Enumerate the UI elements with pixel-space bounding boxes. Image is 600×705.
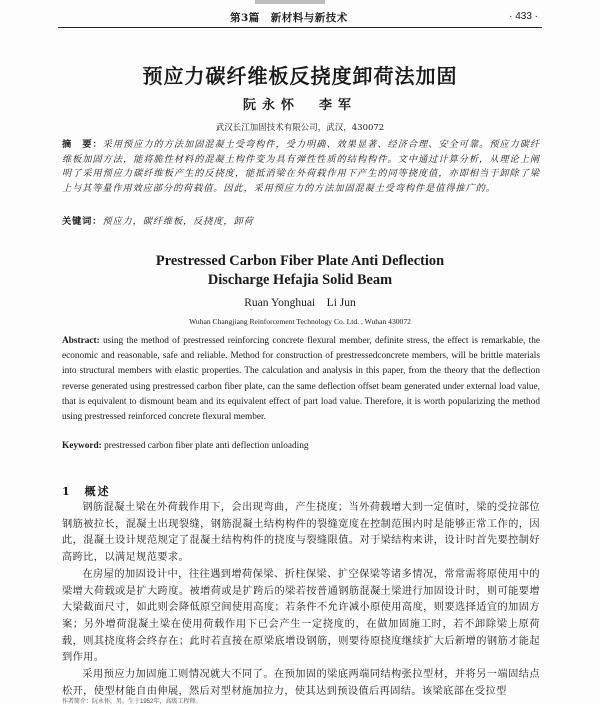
chinese-keywords	[62, 213, 540, 227]
english-title-line-1: Prestressed Carbon Fiber Plate Anti Deflection	[155, 253, 445, 269]
english-authors: Ruan Yonghuai Li Jun	[244, 297, 356, 309]
section-heading: 1 概述	[62, 485, 111, 498]
chinese-affiliation: 武汉长江加固技术有限公司，武汉，430072	[215, 123, 385, 133]
chinese-keywords-text: 预应力，碳纤维板，反挠度，卸荷	[102, 216, 254, 227]
scan-edge-mark	[255, 0, 325, 4]
body-paragraph: 在房屋的加固设计中，往往遇到增荷保梁、折柱保梁、扩空保梁等诸多情况，常常需将原使用中的梁增大荷载或是扩大跨度。被增荷或是扩跨后的梁若按普通钢筋混凝土梁进行加固设计时，则可能要增大梁截面尺寸，如此则会降低原空间使用高度；若条件不允许减小原使用高度，则要选择适宜的加固方案；另外增荷混凝土梁在使用荷载作用下已会产生一定挠度的，在做加固施工时，若不卸除梁上原荷载，则其挠度将会终存在；此时若直接在原梁底增设钢筋，则要待原挠度继续扩大后新增的钢筋才能起到作用。	[62, 568, 540, 664]
page-number: · 433 ·	[509, 11, 538, 22]
chinese-abstract-text: 采用预应力的方法加固混凝土受弯构件，受力明确、效果显著、经济合理、安全可靠。预应力碳纤维板加固方法，能将脆性材料的混凝土构件变为具有弹性性质的结构构件。文中通过计算分析，从理论上阐明了采用预应力碳纤维板产生的反挠度，能抵消梁在外荷载作用下产生的同等挠度值，亦即相当于卸除了梁上与其等量作用效应部分的荷载值。因此，采用预应力的方法加固混凝土受弯构件是值得推广的。	[62, 139, 540, 194]
english-abstract-text: using the method of prestressed reinforcing concrete flexural member, definite stress, the effect is remarkable, the economic and reasonable, safe and reliable. Method for construction of prestressedconcrete members, will be brittle materials into structural members with elastic properties. The calculation and analysis in this paper, from the theory that the deflection reverse generated using prestressed carbon fiber plate, can the same deflection offset beam generated under external load value, that is equivalent to dismount beam and its equivalent effect of part load value. Therefore, it is worth popularizing the method using prestressed reinforced concrete flexural member.	[62, 336, 540, 423]
chinese-title: 预应力碳纤维板反挠度卸荷法加固	[142, 64, 458, 88]
section-body	[62, 500, 540, 700]
author-footnote: 作者简介：阮永怀，男，生于1952年，高级工程师。	[62, 699, 202, 705]
chinese-abstract-label: 摘 要：	[62, 139, 103, 150]
english-title	[0, 252, 600, 290]
english-title-line-2: Discharge Hefajia Solid Beam	[207, 272, 393, 288]
running-header	[58, 9, 542, 25]
english-abstract	[62, 334, 540, 425]
chinese-abstract	[62, 138, 540, 196]
running-header-section: 第3篇 新材料与新技术	[230, 12, 348, 24]
chinese-keywords-label: 关键词：	[62, 216, 103, 227]
english-keywords	[62, 441, 540, 451]
english-abstract-label: Abstract:	[62, 336, 100, 346]
english-keywords-text: prestressed carbon fiber plate anti deflection unloading	[101, 441, 309, 451]
english-keywords-label: Keyword:	[62, 441, 102, 451]
body-paragraph: 采用预应力加固施工则情况就大不同了。在预加固的梁底两端同结构张拉型材，并将另一端固结点松开，使型材能自由伸展，然后对型材施加拉力，使其达到预设值后再固结。该梁底部在受拉型	[62, 669, 540, 697]
english-affiliation: Wuhan Changjiang Reinforcement Technology Co. Ltd. , Wuhan 430072	[189, 317, 411, 326]
body-paragraph: 钢筋混凝土梁在外荷载作用下，会出现弯曲，产生挠度；当外荷载增大到一定值时，梁的受拉部位钢筋被拉长，混凝土出现裂缝，钢筋混凝土结构构件的裂缝宽度在控制范围内时是能够正常工作的，因此，混凝土设计规范规定了混凝土结构构件的挠度与裂缝限值。对于梁结构来讲，设计时首先要控制好高跨比，以满足规范要求。	[62, 502, 540, 564]
chinese-authors: 阮永怀 李军	[242, 98, 357, 113]
header-rule	[58, 27, 542, 28]
